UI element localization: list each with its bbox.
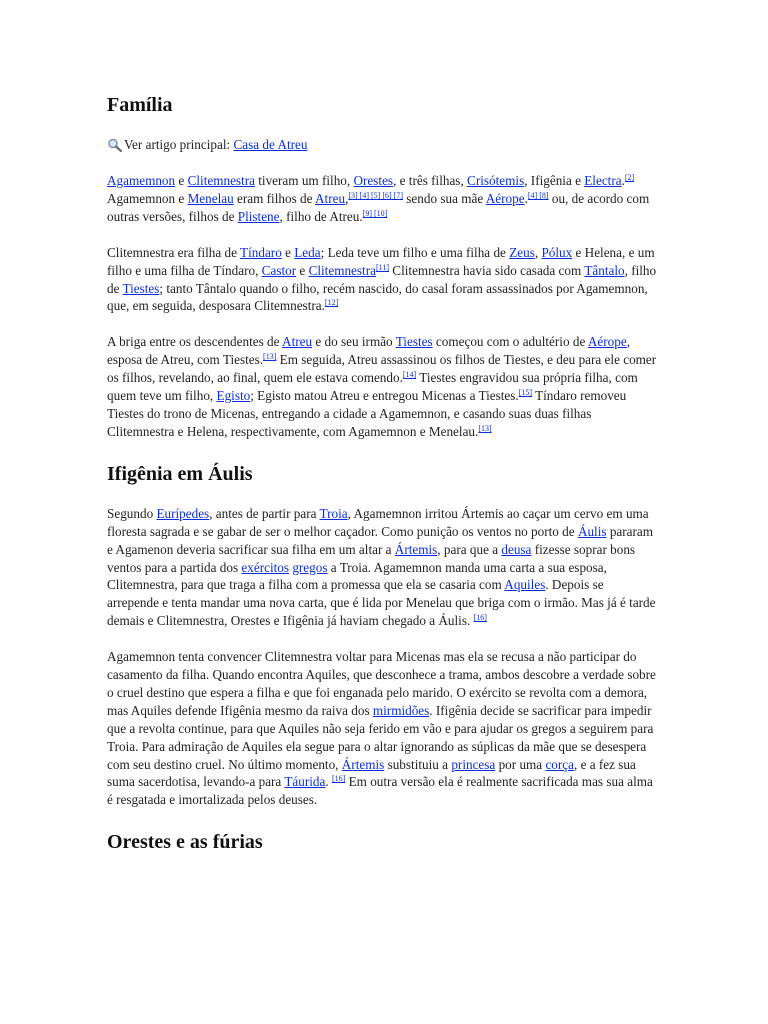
inline-link[interactable]: Atreu: [315, 190, 346, 206]
paragraph-text: , e a fez sua suma sacerdotisa, levando-a para: [107, 756, 636, 790]
paragraph-text: , para que a: [437, 541, 502, 557]
paragraph-text: Em outra versão ela é realmente sacrificada mas sua alma é resgatada e imortalizada pelos deuses.: [107, 774, 653, 808]
citation-ref[interactable]: [12]: [324, 298, 339, 308]
inline-link[interactable]: Tântalo: [584, 262, 625, 278]
inline-link[interactable]: deusa: [501, 541, 532, 557]
paragraph-text: .: [524, 190, 528, 206]
inline-link[interactable]: Ártemis: [394, 541, 438, 557]
inline-link[interactable]: Electra: [584, 173, 622, 188]
paragraph-text: eram filhos de: [233, 190, 316, 206]
paragraph-text: , Agamemnon irritou Ártemis ao caçar um cervo em uma floresta sagrada e se gabar de ser o melhor caçador. Como punição os ventos no porto de: [107, 505, 649, 539]
paragraph-text: sendo sua mãe: [403, 190, 486, 206]
inline-link[interactable]: Leda: [294, 244, 321, 260]
section-heading-familia: Família: [107, 94, 173, 116]
inline-link[interactable]: Menelau: [187, 190, 234, 206]
inline-link[interactable]: Clitemnestra: [308, 262, 376, 278]
inline-link[interactable]: Tíndaro: [240, 244, 282, 260]
paragraph-text: Agamemnon e: [107, 190, 188, 206]
paragraph-text: ; tanto Tântalo quando o filho, recém nascido, do casal foram assassinados por Agamemnon, que, em seguida, desposara Clitemnestra.: [107, 280, 648, 314]
paragraph-text: , filho de: [107, 262, 657, 296]
citation-ref[interactable]: [4] [8]: [527, 190, 549, 200]
inline-link[interactable]: Táurida: [284, 774, 326, 790]
inline-link[interactable]: Tiestes: [395, 334, 433, 350]
inline-link[interactable]: Aquiles: [504, 577, 546, 593]
paragraph-text: ; Leda teve um filho e uma filha de: [320, 244, 510, 260]
inline-link[interactable]: Castor: [261, 262, 297, 278]
paragraph-text: . Ifigênia decide se sacrificar para impedir que a revolta continue, para que Aquiles não seja ferido em vão e para ajudar os gregos a seguirem para Troia. Para admiração de Aquiles ela segue para o altar ignorando as súplicas da mãe que se desespera com seu destino cruel. No último momento,: [107, 702, 654, 772]
inline-link[interactable]: Agamemnon: [107, 173, 176, 188]
citation-ref[interactable]: [3] [4] [5] [6] [7]: [348, 190, 403, 200]
inline-link[interactable]: Zeus: [509, 244, 535, 260]
inline-link[interactable]: Troia: [319, 505, 348, 521]
magnifier-icon: [107, 138, 123, 152]
inline-link[interactable]: corça: [545, 756, 574, 772]
citation-ref[interactable]: [14]: [402, 370, 417, 380]
paragraph-text: a Troia. Agamemnon manda uma carta a sua esposa, Clitemnestra, para que traga a filha com a promessa que ela se casaria com: [107, 559, 607, 593]
inline-link[interactable]: Aérope: [485, 190, 525, 206]
paragraph-text: e do seu irmão: [312, 334, 396, 350]
paragraph-text: Em seguida, Atreu assassinou os filhos de Tiestes, e deu para ele comer os filhos, revelando, ao final, quem ele estava comendo.: [107, 352, 657, 386]
paragraph-text: .: [325, 774, 332, 790]
citation-ref[interactable]: [11]: [375, 262, 389, 272]
paragraph-text: começou com o adultério de: [432, 334, 588, 350]
citation-ref[interactable]: [15]: [518, 388, 533, 398]
paragraph-text: ,: [345, 190, 349, 206]
paragraph-text: Segundo: [107, 505, 157, 521]
paragraph-ifigenia-1: [107, 505, 657, 630]
paragraph-text: Clitemnestra era filha de: [107, 244, 241, 260]
inline-link[interactable]: Ártemis: [341, 756, 385, 772]
hatnote-prefix: Ver artigo principal:: [124, 137, 231, 152]
citation-ref[interactable]: [2]: [624, 173, 635, 182]
paragraph-ifigenia-2: [107, 648, 657, 809]
inline-link[interactable]: Eurípedes: [156, 505, 210, 521]
main-article-hatnote: [107, 136, 657, 154]
paragraph-text: . Depois se arrepende e tenta mandar uma nova carta, que é lida por Menelau que briga com o irmão. Mas já é tarde demais e Clitemnestra, Orestes e Ifigênia já haviam chegado a Áulis.: [107, 577, 656, 629]
inline-link[interactable]: exércitos: [241, 559, 290, 575]
paragraph-text: , esposa de Atreu, com Tiestes.: [107, 334, 630, 368]
paragraph-text: .: [621, 173, 625, 188]
inline-link[interactable]: Egisto: [216, 388, 251, 404]
citation-ref[interactable]: [9] [10]: [362, 208, 388, 218]
inline-link[interactable]: Plistene: [237, 208, 280, 224]
paragraph-text: por uma: [495, 756, 546, 772]
citation-ref[interactable]: [13]: [478, 423, 492, 433]
paragraph-text: tiveram um filho,: [254, 173, 354, 188]
inline-link[interactable]: Clitemnestra: [187, 173, 255, 188]
inline-link[interactable]: Crisótemis: [467, 173, 525, 188]
inline-link[interactable]: Áulis: [577, 523, 607, 539]
paragraph-text: Clitemnestra havia sido casada com: [388, 262, 585, 278]
paragraph-familia-1: [107, 172, 657, 226]
paragraph-text: , e três filhas,: [393, 173, 468, 188]
paragraph-familia-3: [107, 333, 657, 440]
paragraph-text: substituiu a: [384, 756, 452, 772]
section-heading-orestes: Orestes e as fúrias: [107, 831, 263, 854]
citation-ref[interactable]: [16]: [473, 613, 487, 623]
paragraph-text: e: [296, 262, 309, 278]
article-body: [107, 92, 657, 855]
paragraph-text: e: [281, 244, 295, 260]
paragraph-text: e: [175, 173, 188, 188]
citation-ref[interactable]: [16]: [331, 774, 346, 784]
paragraph-familia-2: [107, 244, 657, 316]
paragraph-text: , Ifigênia e: [524, 173, 585, 188]
inline-link[interactable]: gregos: [292, 559, 328, 575]
inline-link[interactable]: Tiestes: [122, 280, 160, 296]
inline-link[interactable]: princesa: [451, 756, 496, 772]
inline-link[interactable]: Atreu: [282, 334, 313, 350]
paragraph-text: e Helena, e um filho e uma filha de Tíndaro,: [107, 244, 655, 278]
hatnote-link-casa-de-atreu[interactable]: Casa de Atreu: [233, 137, 308, 152]
paragraph-text: A briga entre os descendentes de: [107, 334, 283, 350]
paragraph-text: Tiestes engravidou sua própria filha, com quem teve um filho,: [107, 370, 638, 404]
paragraph-text: ou, de acordo com outras versões, filhos de: [107, 190, 650, 224]
paragraph-text: , antes de partir para: [209, 505, 320, 521]
paragraph-text: fizesse soprar bons ventos para a partida dos: [107, 541, 636, 575]
paragraph-text: , filho de Atreu.: [279, 208, 363, 224]
inline-link[interactable]: Aérope: [587, 334, 627, 350]
paragraph-text: ,: [534, 244, 542, 260]
paragraph-text: Agamemnon tenta convencer Clitemnestra voltar para Micenas mas ela se recusa a não participar do casamento da filha. Quando encontra Aquiles, que desconhece a trama, ambos descobre a verdade sobre o cruel destino que espera a filha e que foi enganada pelo marido. O exército se revolta com a demora, mas Aquiles defende Ifigênia mesmo da raiva dos: [107, 649, 656, 718]
paragraph-text: pararam e Agamenon deveria sacrificar sua filha em um altar a: [107, 523, 654, 557]
paragraph-text: ; Egisto matou Atreu e entregou Micenas a Tiestes.: [250, 388, 519, 404]
paragraph-text: Tíndaro removeu Tiestes do trono de Micenas, entregando a cidade a Agamemnon, e casando suas duas filhas Clitemnestra e Helena, respectivamente, com Agamemnon e Menelau.: [107, 388, 627, 439]
inline-link[interactable]: mirmidões: [372, 702, 430, 718]
citation-ref[interactable]: [13]: [263, 352, 277, 362]
inline-link[interactable]: Pólux: [541, 244, 573, 260]
inline-link[interactable]: Orestes: [353, 173, 394, 188]
section-heading-ifigenia: Ifigênia em Áulis: [107, 462, 253, 485]
